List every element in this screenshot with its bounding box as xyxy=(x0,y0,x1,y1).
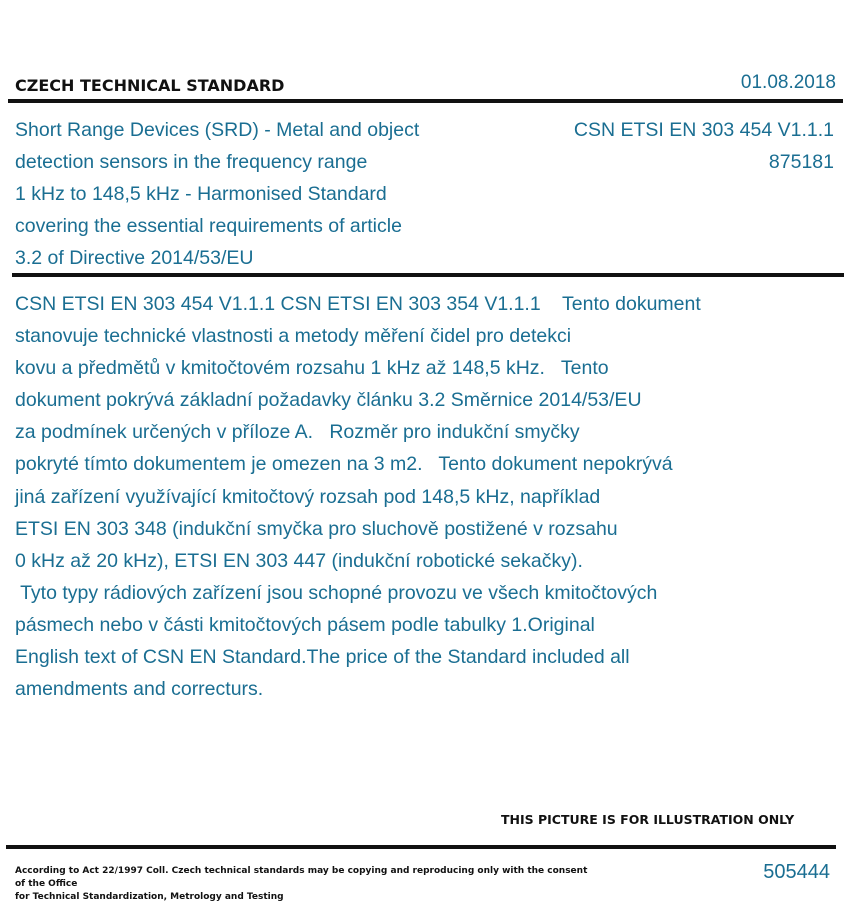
standard-title-line: 3.2 of Directive 2014/53/EU xyxy=(15,247,254,269)
abstract-line: za podmínek určených v příloze A. Rozměr pro indukční smyčky xyxy=(15,421,580,444)
abstract-line: ETSI EN 303 348 (indukční smyčka pro sluchově postižené v rozsahu xyxy=(15,517,618,540)
copyright-note xyxy=(15,865,595,904)
standard-title-line: 1 kHz to 148,5 kHz - Harmonised Standard xyxy=(15,183,387,205)
abstract-line: stanovuje technické vlastnosti a metody měření čidel pro detekci xyxy=(15,325,572,348)
footer-divider xyxy=(6,845,836,849)
standard-title-line: covering the essential requirements of article xyxy=(15,215,402,237)
standard-title-line: detection sensors in the frequency range xyxy=(15,151,368,173)
standard-code: CSN ETSI EN 303 454 V1.1.1 xyxy=(573,119,834,141)
abstract-line: jiná zařízení využívající kmitočtový rozsah pod 148,5 kHz, například xyxy=(15,485,601,508)
standard-title xyxy=(15,114,495,274)
catalog-number: 505444 xyxy=(763,861,830,883)
standard-title-line: Short Range Devices (SRD) - Metal and object xyxy=(15,119,420,141)
abstract-line: English text of CSN EN Standard.The price of the Standard included all xyxy=(15,646,630,669)
abstract-line: Tyto typy rádiových zařízení jsou schopné provozu ve všech kmitočtových xyxy=(15,581,658,604)
standard-identifier xyxy=(574,114,834,178)
abstract-line: dokument pokrývá základní požadavky článku 3.2 Směrnice 2014/53/EU xyxy=(15,389,642,412)
document-abstract xyxy=(15,288,835,705)
abstract-line: 0 kHz až 20 kHz), ETSI EN 303 447 (indukční robotické sekačky). xyxy=(15,549,583,572)
illustration-disclaimer: THIS PICTURE IS FOR ILLUSTRATION ONLY xyxy=(501,812,795,827)
title-divider xyxy=(12,273,844,277)
header-divider xyxy=(8,99,843,103)
copyright-note-line: for Technical Standardization, Metrology and Testing xyxy=(15,892,284,902)
abstract-line: pokryté tímto dokumentem je omezen na 3 m2. Tento dokument nepokrývá xyxy=(15,453,673,476)
abstract-line: kovu a předmětů v kmitočtovém rozsahu 1 kHz až 148,5 kHz. Tento xyxy=(15,357,609,380)
abstract-line: amendments and correcturs. xyxy=(15,678,264,701)
document-type-title: CZECH TECHNICAL STANDARD xyxy=(15,76,285,95)
abstract-line: CSN ETSI EN 303 454 V1.1.1 CSN ETSI EN 303 354 V1.1.1 Tento dokument xyxy=(15,293,701,315)
abstract-line: pásmech nebo v části kmitočtových pásem podle tabulky 1.Original xyxy=(15,613,595,636)
standard-number: 875181 xyxy=(768,151,834,173)
copyright-note-line: According to Act 22/1997 Coll. Czech technical standards may be copying and reproducing only with the consent of the Office xyxy=(15,866,588,889)
publication-date: 01.08.2018 xyxy=(740,72,836,93)
